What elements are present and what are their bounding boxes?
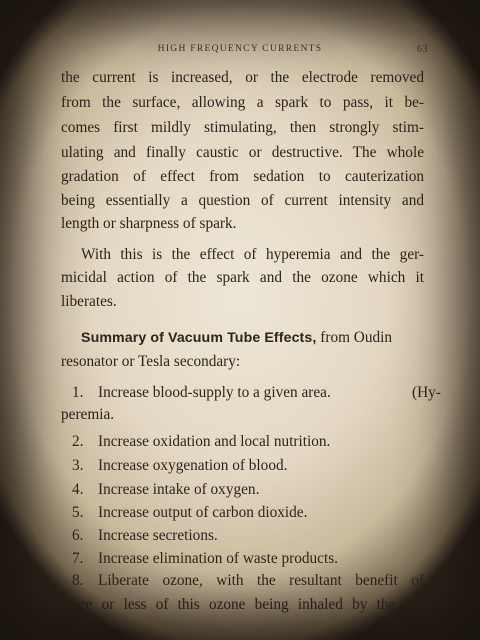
list-number: 8.: [72, 572, 84, 589]
summary-line-2: resonator or Tesla secondary:: [61, 353, 241, 370]
paragraph-1-line-4: ulating and finally caustic or destructive. The whole: [61, 144, 424, 161]
list-text: Increase elimination of waste products.: [98, 550, 338, 567]
list-text: Liberate ozone, with the resultant benefit of: [98, 572, 424, 589]
list-text: Increase output of carbon dioxide.: [98, 504, 308, 521]
list-text: Increase oxidation and local nutrition.: [98, 433, 331, 450]
summary-heading: Summary of Vacuum Tube Effects,: [81, 330, 317, 346]
list-number: 4.: [72, 481, 84, 498]
paragraph-2-line-3: liberates.: [61, 293, 117, 310]
paragraph-1-line-6: being essentially a question of current intensity and: [61, 192, 424, 209]
list-text: Increase oxygenation of blood.: [98, 457, 288, 474]
paragraph-1-line-2: from the surface, allowing a spark to pass, it be-: [61, 94, 424, 111]
list-item-7: [72, 549, 424, 569]
summary-line-1: [81, 328, 424, 348]
paragraph-1-line-5: gradation of effect from sedation to cauterization: [61, 168, 424, 185]
paragraph-2-line-2: micidal action of the spark and the ozone which it: [61, 269, 424, 286]
list-text: Increase blood-supply to a given area.: [98, 384, 331, 401]
page-header: [0, 44, 480, 58]
list-number: 5.: [72, 504, 84, 521]
list-item-6: [72, 526, 424, 546]
paragraph-1-line-1: the current is increased, or the electrode removed: [61, 69, 424, 86]
paragraph-1-line-3: comes first mildly stimulating, then strongly stim-: [61, 119, 424, 136]
list-item-2: [72, 432, 424, 452]
list-item-8-line-2: more or less of this ozone being inhaled by the pa-: [61, 596, 424, 613]
running-head: HIGH FREQUENCY CURRENTS: [157, 44, 323, 54]
list-item-1-line-2: peremia.: [61, 406, 115, 423]
list-number: 2.: [72, 433, 84, 450]
list-text-tail: (Hy-: [412, 384, 441, 401]
paragraph-1-line-7: length or sharpness of spark.: [61, 215, 237, 232]
list-number: 7.: [72, 550, 84, 567]
list-number: 6.: [72, 527, 84, 544]
list-item-5: [72, 503, 424, 523]
list-text: Increase secretions.: [98, 527, 218, 544]
list-item-1: [72, 383, 441, 403]
list-text: Increase intake of oxygen.: [98, 481, 260, 498]
list-item-3: [72, 456, 424, 476]
summary-heading-rest: from Oudin: [320, 329, 393, 346]
paragraph-2-line-1: With this is the effect of hyperemia and the ger-: [81, 246, 424, 263]
list-number: 1.: [72, 384, 84, 401]
page-number: 63: [417, 44, 428, 55]
list-item-4: [72, 480, 424, 500]
list-number: 3.: [72, 457, 84, 474]
list-item-8: [72, 571, 424, 591]
